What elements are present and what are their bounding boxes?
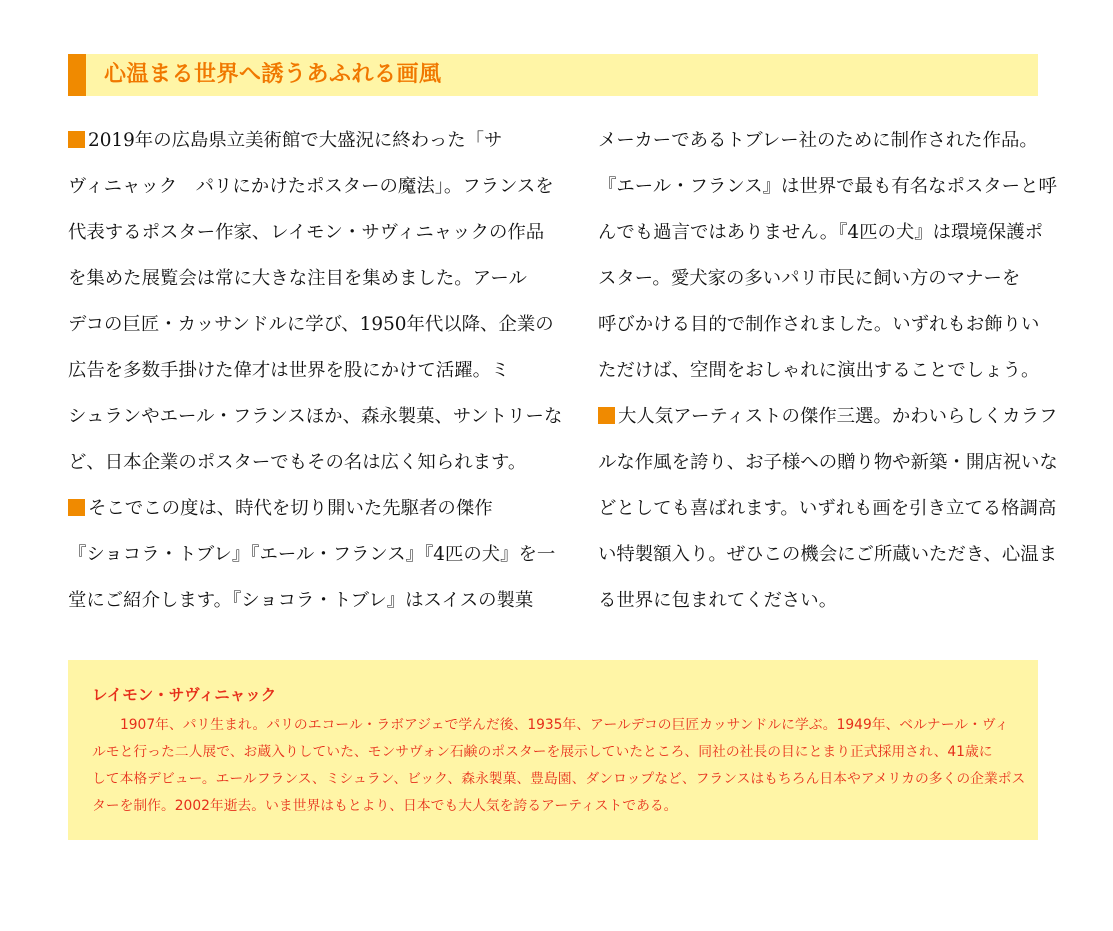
- text-line: んでも過言ではありません。『4匹の犬』は環境保護ポ: [598, 222, 1043, 243]
- artist-profile-box: [68, 660, 1038, 840]
- text-line: ルな作風を誇り、お子様への贈り物や新築・開店祝いな: [598, 452, 1058, 473]
- article-right-column: [598, 118, 1058, 624]
- text-line: ど、日本企業のポスターでもその名は広く知られます。: [68, 452, 527, 473]
- text-line: 堂にご紹介します。『ショコラ・トブレ』はスイスの製菓: [68, 590, 534, 611]
- text-line: そこでこの度は、時代を切り開いた先駆者の傑作: [68, 486, 528, 532]
- bio-line: ターを制作。2002年逝去。いま世界はもとより、日本でも大人気を誇るアーティストである。: [92, 798, 678, 814]
- text-line: デコの巨匠・カッサンドルに学び、1950年代以降、企業の: [68, 314, 554, 335]
- section-title: 心温まる世界へ誘うあふれる画風: [104, 62, 442, 87]
- text-line: 呼びかける目的で制作されました。いずれもお飾りい: [598, 314, 1040, 335]
- bio-line: ルモと行った二人展で、お蔵入りしていた、モンサヴォン石鹸のポスターを展示していたところ、同社の社長の目にとまり正式採用され、41歳に: [92, 744, 993, 760]
- text-line: どとしても喜ばれます。いずれも画を引き立てる格調高: [598, 498, 1057, 519]
- text-line: を集めた展覧会は常に大きな注目を集めました。アール: [68, 268, 527, 289]
- text-line: 『エール・フランス』は世界で最も有名なポスターと呼: [598, 176, 1057, 197]
- text-line: ヴィニャック パリにかけたポスターの魔法」。フランスを: [68, 176, 554, 197]
- text-line: る世界に包まれてください。: [598, 590, 838, 611]
- header-accent-bar: [68, 54, 86, 96]
- artist-name: レイモン・サヴィニャック: [92, 686, 277, 704]
- article-left-column: [68, 118, 563, 624]
- section-header: [68, 54, 1038, 96]
- text-line: 大人気アーティストの傑作三選。かわいらしくカラフ: [598, 394, 1048, 440]
- text-line: 広告を多数手掛けた偉才は世界を股にかけて活躍。ミ: [68, 360, 510, 381]
- text-line: 代表するポスター作家、レイモン・サヴィニャックの作品: [68, 222, 545, 243]
- text-line: ただけば、空間をおしゃれに演出することでしょう。: [598, 360, 1040, 381]
- artist-bio: [92, 712, 1026, 820]
- text-line: メーカーであるトブレー社のために制作された作品。: [598, 130, 1038, 151]
- text-line: 『ショコラ・トブレ』『エール・フランス』『4匹の犬』を一: [68, 544, 556, 565]
- square-bullet-icon: [68, 131, 85, 148]
- text-line: スター。愛犬家の多いパリ市民に飼い方のマナーを: [598, 268, 1021, 289]
- bio-line: して本格デビュー。エールフランス、ミシュラン、ビック、森永製菓、豊島園、ダンロップなど、フランスはもちろん日本やアメリカの多くの企業ポス: [92, 771, 1026, 787]
- text-line: い特製額入り。ぜひこの機会にご所蔵いただき、心温ま: [598, 544, 1058, 565]
- square-bullet-icon: [598, 407, 615, 424]
- text-line: 2019年の広島県立美術館で大盛況に終わった「サ: [68, 118, 528, 164]
- text-line: シュランやエール・フランスほか、森永製菓、サントリーな: [68, 406, 563, 427]
- bio-line: 1907年、パリ生まれ。パリのエコール・ラボアジェで学んだ後、1935年、アールデコの巨匠カッサンドルに学ぶ。1949年、ベルナール・ヴィ: [120, 717, 1009, 733]
- square-bullet-icon: [68, 499, 85, 516]
